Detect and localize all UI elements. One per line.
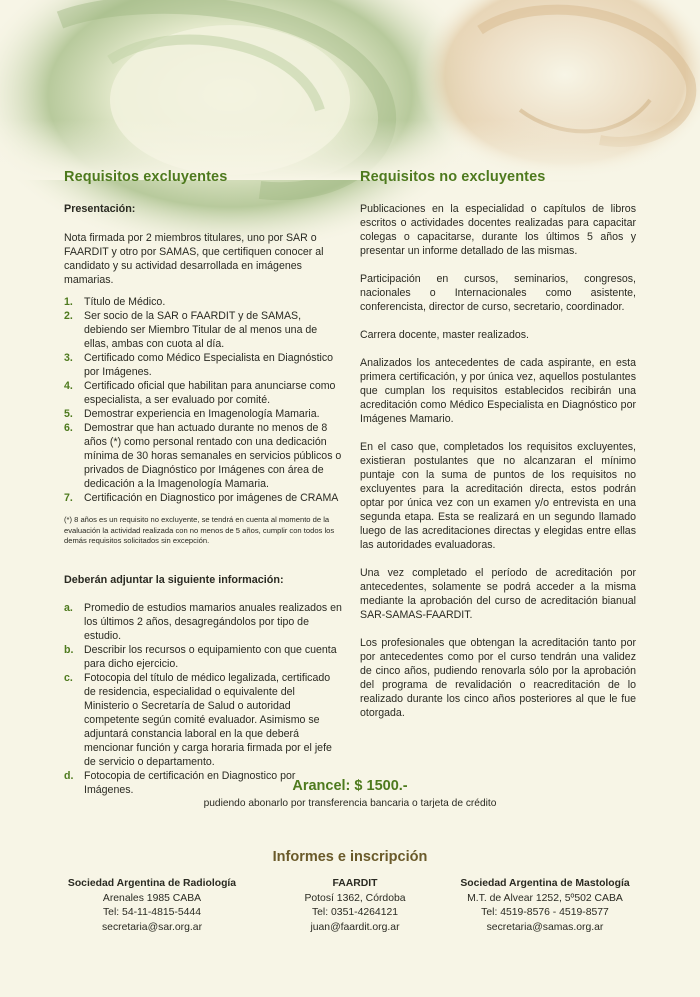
- org-phone: Tel: 54-11-4815-5444: [102, 907, 201, 919]
- org-email[interactable]: juan@faardit.org.ar: [310, 921, 400, 933]
- requisitos-no-excluyentes-column: [360, 170, 636, 734]
- paragraph: Participación en cursos, seminarios, congresos, nacionales o Internacionales como asistente, conferencista, director de curso, secretario, coordinador.: [360, 273, 636, 313]
- fee-title: Arancel: $ 1500.-: [292, 778, 408, 794]
- list-item: d. Fotocopia de certificación en Diagnostico por Imágenes.: [64, 769, 296, 796]
- paragraph: En el caso que, completados los requisitos excluyentes, existieran postulantes que no alcanzaran el mínimo puntaje con la suma de puntos de los requisitos no excluyentes para la acreditación directa, estos podrán optar por única vez con un examen y/o entrevista en una segunda etapa. Esta se realizará en un segundo llamado luego de las acreditaciones directas y elegidas entre ellas las autoridades evaluadoras.: [360, 441, 636, 551]
- list-item: 6. Demostrar que han actuado durante no menos de 8 años (*) como personal rentado con una dedicación mínima de 30 horas semanales en servicios públicos o privados de Diagnóstico por Imágenes con área de dedicación a la Imagenología Mamaria.: [64, 422, 342, 490]
- list-item: b. Describir los recursos o equipamiento con que cuenta para dicho ejercicio.: [64, 643, 337, 670]
- org-name: Sociedad Argentina de Mastología: [460, 878, 630, 889]
- attachments-list: [64, 601, 342, 797]
- paragraph: Publicaciones en la especialidad o capítulos de libros escritos o actividades docentes realizadas para capacitar colegas o capacitarse, durante los últimos 5 años y presentar un informe detallado de las mismas.: [360, 203, 636, 257]
- fee-subtitle: pudiendo abonarlo por transferencia bancaria o tarjeta de crédito: [203, 798, 497, 809]
- requisitos-excluyentes-column: [64, 170, 342, 807]
- paragraph: Carrera docente, master realizados.: [360, 329, 529, 341]
- org-email[interactable]: secretaria@samas.org.ar: [486, 921, 604, 933]
- list-item: a. Promedio de estudios mamarios anuales realizados en los últimos 2 años, desagregándolos por tipo de estudio.: [64, 601, 342, 642]
- org-address: M.T. de Alvear 1252, 5º502 CABA: [467, 892, 623, 904]
- contact-sar: [52, 877, 252, 935]
- list-item: 7. Certificación en Diagnostico por imágenes de CRAMA: [64, 492, 339, 504]
- attach-label: Deberán adjuntar la siguiente información:: [64, 573, 284, 586]
- org-phone: Tel: 0351-4264121: [311, 907, 399, 919]
- presentacion-label: Presentación:: [64, 203, 136, 215]
- org-address: Potosí 1362, Córdoba: [304, 892, 406, 904]
- list-item: 5. Demostrar experiencia en Imagenología Mamaria.: [64, 408, 320, 420]
- contact-samas: [445, 877, 645, 935]
- list-item: 4. Certificado oficial que habilitan para anunciarse como especialista, a ser evaluado por comité.: [64, 380, 336, 406]
- list-item: 3. Certificado como Médico Especialista en Diagnóstico por Imágenes.: [64, 352, 334, 378]
- presentacion-intro: Nota firmada por 2 miembros titulares, uno por SAR o FAARDIT y otro por SAMAS, que certifiquen conocer al candidato y su actividad desarrollada en imágenes mamarias.: [64, 232, 324, 286]
- list-item: 2. Ser socio de la SAR o FAARDIT y de SAMAS, debiendo ser Miembro Titular de al menos una de ellas, ambas con cuota al día.: [64, 310, 318, 350]
- org-address: Arenales 1985 CABA: [102, 892, 202, 904]
- paragraph: Analizados los antecedentes de cada aspirante, en esta primera certificación, y por única vez, aquellos postulantes que cumplan los requisitos establecidos recibirán una acreditación como Médico Especialista en Diagnóstico por Imágenes Mamario.: [360, 357, 636, 425]
- requirements-list: [64, 295, 342, 505]
- paragraph: Una vez completado el período de acreditación por antecedentes, solamente se podrá acceder a la misma mediante la aprobación del curso de acreditación bianual SAR-SAMAS-FAARDIT.: [360, 567, 636, 621]
- list-item: 1. Título de Médico.: [64, 296, 166, 308]
- heading-requisitos-no-excluyentes: Requisitos no excluyentes: [360, 169, 546, 185]
- contact-heading: Informes e inscripción: [272, 849, 428, 865]
- footnote: (*) 8 años es un requisito no excluyente, se tendrá en cuenta al momento de la evaluación la actividad realizada con no menos de 5 años, cumplir con todos los demás requisitos solicitados sin excepción.: [64, 515, 335, 545]
- list-item: c. Fotocopia del título de médico legalizada, certificado de residencia, especialidad o equivalente del Ministerio o Secretaría de Salud o autoridad competente según comité evaluador. Asimismo se adjuntará constancia laboral en la que deberá mencionar función y carga horaria firmada por el jefe de servicio o departamento.: [64, 671, 332, 768]
- org-phone: Tel: 4519-8576 - 4519-8577: [481, 907, 609, 919]
- org-name: FAARDIT: [332, 878, 378, 889]
- contact-faardit: [255, 877, 455, 935]
- heading-requisitos-excluyentes: Requisitos excluyentes: [64, 169, 228, 185]
- org-name: Sociedad Argentina de Radiología: [67, 878, 237, 889]
- org-email[interactable]: secretaria@sar.org.ar: [101, 921, 203, 933]
- paragraph: Los profesionales que obtengan la acreditación tanto por por antecedentes como por el curso tendrán una validez de cinco años, pudiendo renovarla sólo por la aprobación del programa de revalidación o reacreditación de lo realizado durante los cinco años posteriores al que le fue otorgada.: [360, 637, 636, 719]
